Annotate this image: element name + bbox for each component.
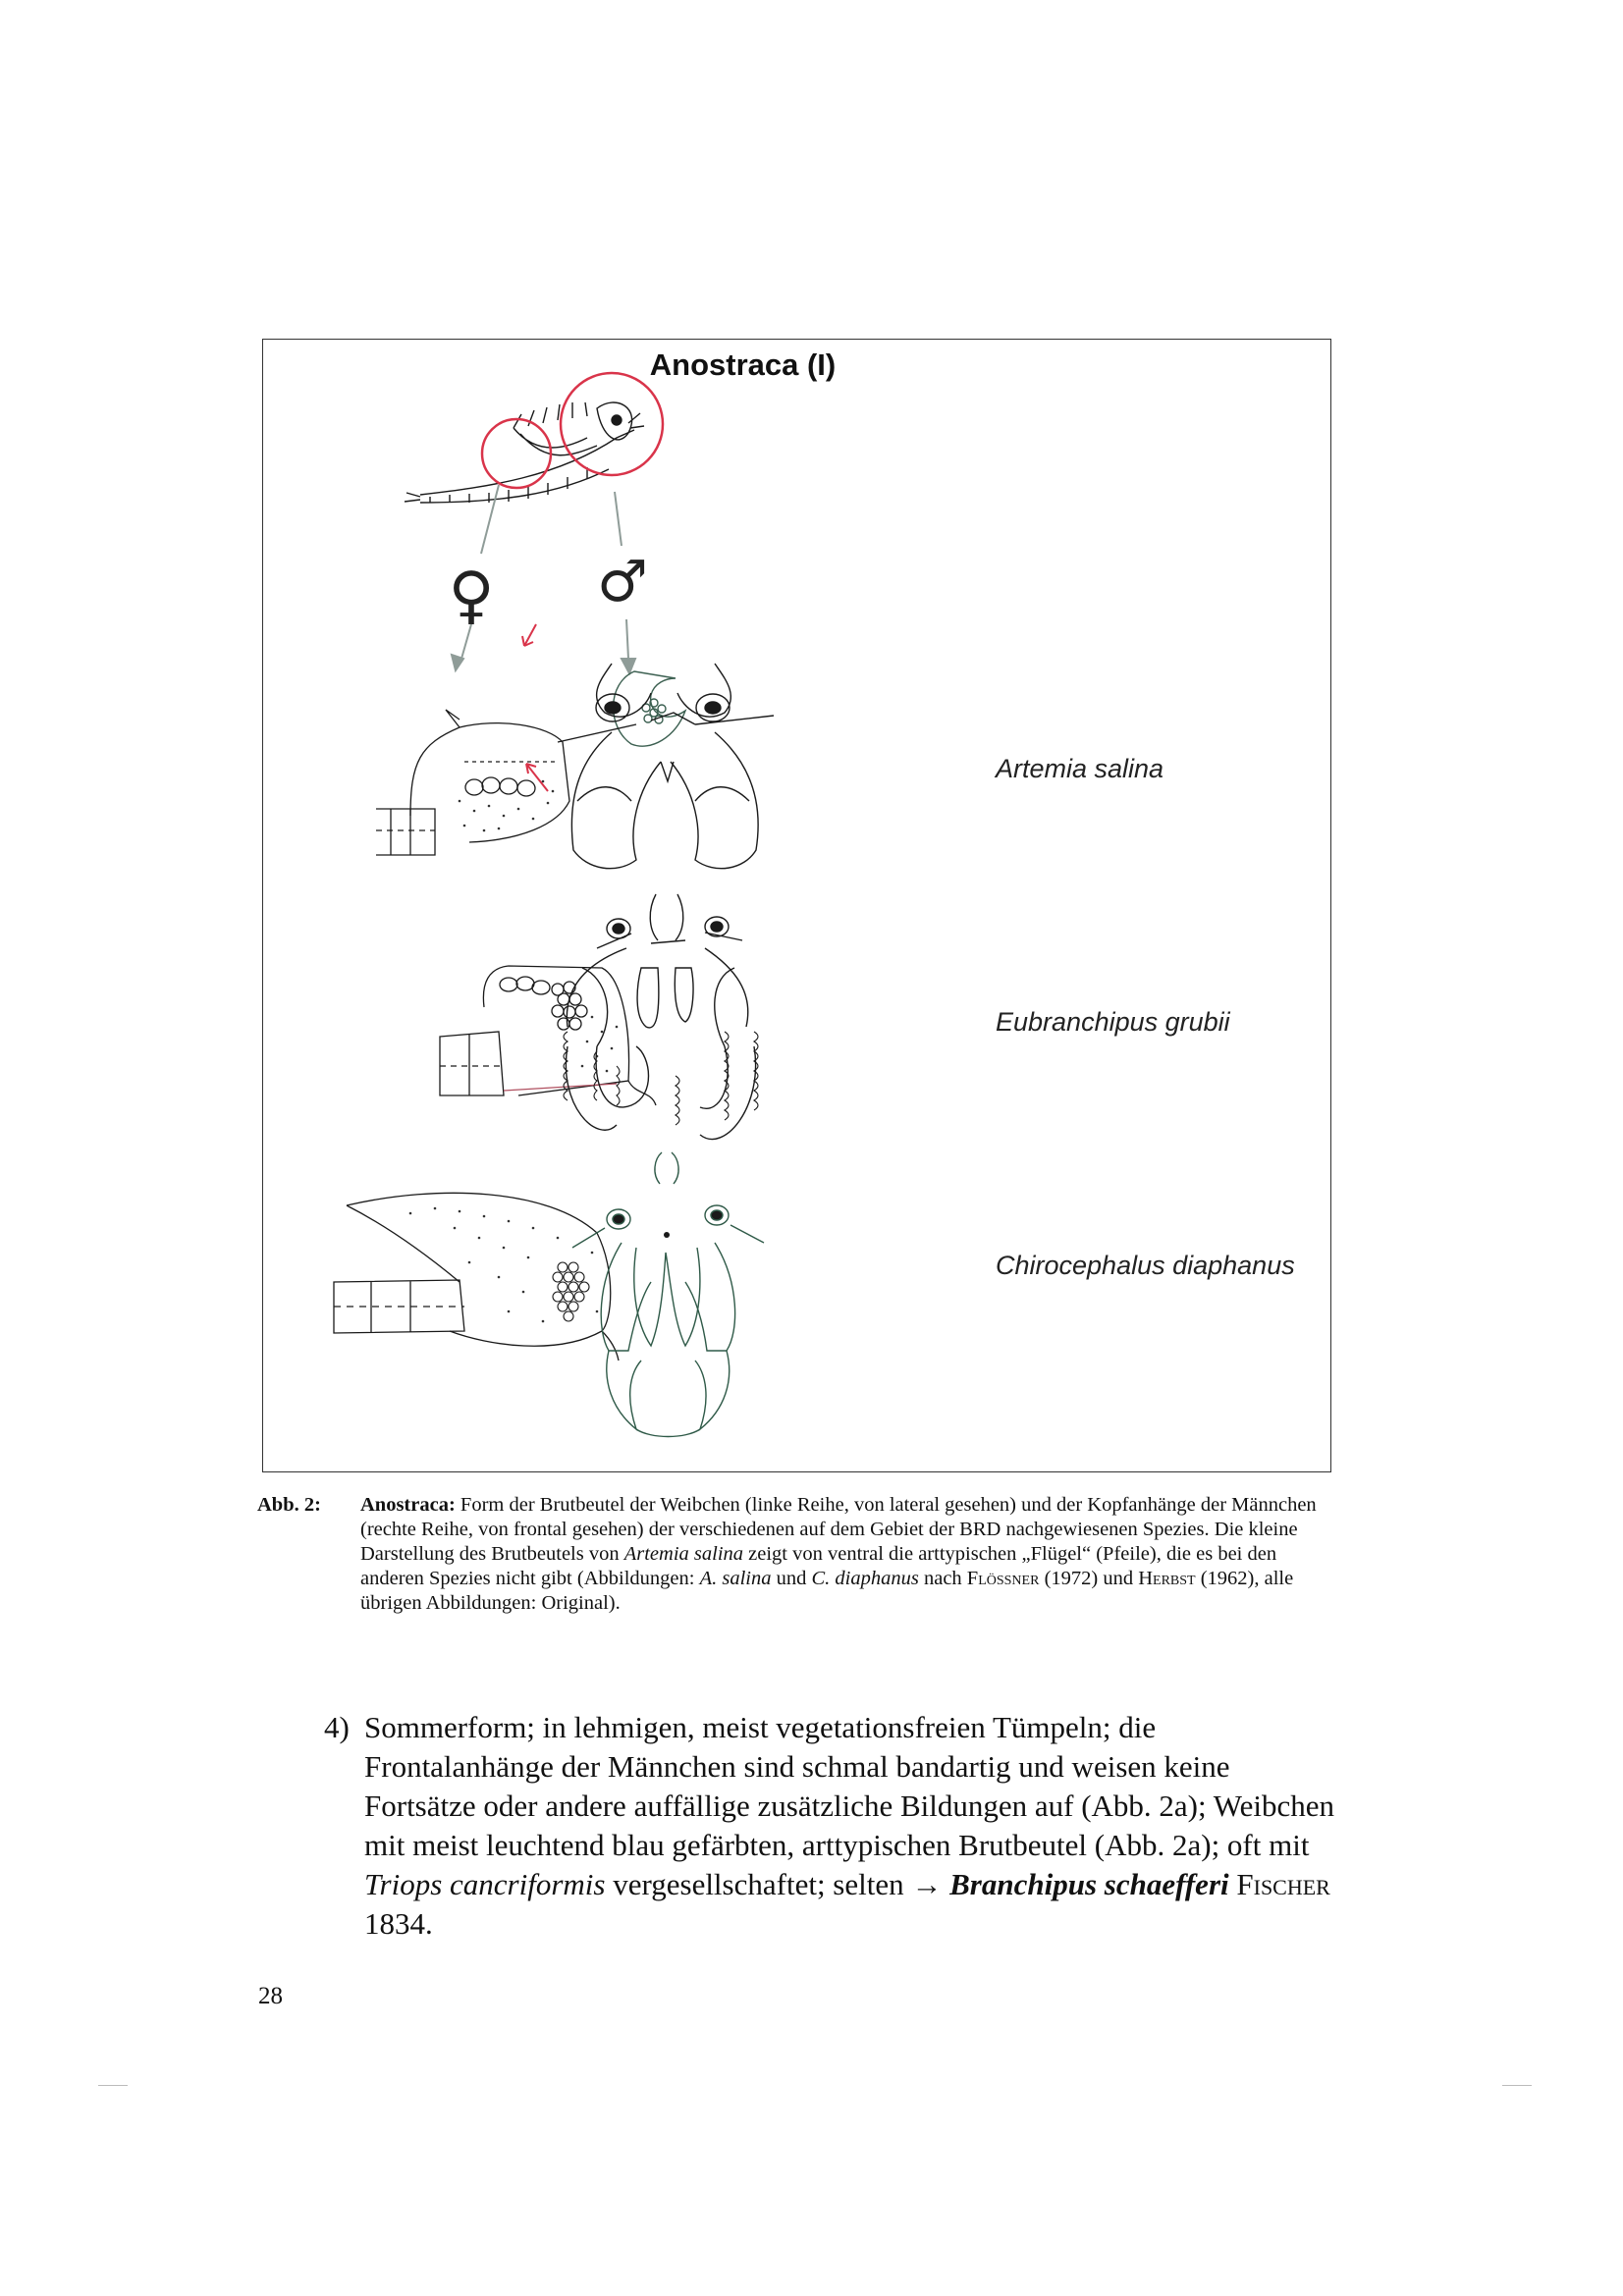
key-year: 1834. (364, 1906, 433, 1941)
figure-caption (257, 1493, 1318, 1616)
page-number: 28 (258, 1983, 283, 2009)
key-author: Fischer (1236, 1867, 1330, 1901)
species-label-artemia: Artemia salina (996, 754, 1164, 783)
caption-italic: C. diaphanus (811, 1568, 919, 1589)
caption-label: Abb. 2: (257, 1494, 321, 1516)
stipple-1 (459, 780, 555, 832)
caption-segment: (1972) und (1039, 1568, 1139, 1589)
caption-author: Herbst (1138, 1568, 1196, 1589)
key-segment: vergesellschaftet; selten → (605, 1867, 950, 1901)
caption-text (360, 1493, 1318, 1616)
crop-mark-right (1502, 2085, 1532, 2086)
caption-italic: Artemia salina (623, 1543, 744, 1565)
caption-segment: zeigt von ventral die arttypischen „Flügel“ (Pfeile), die es bei den anderen Spezies nicht gibt (Abbildungen: (360, 1543, 1277, 1589)
artemia-ventral-pouch (614, 671, 685, 746)
eubranchipus-brood-pouch (440, 966, 656, 1105)
caption-author: Flössner (966, 1568, 1040, 1589)
chirocephalus-male-head (572, 1152, 764, 1437)
key-species-name: Branchipus schaefferi (949, 1867, 1229, 1901)
eubranchipus-coil-loops (564, 1032, 758, 1125)
crop-mark-left (98, 2085, 128, 2086)
key-italic: Triops cancriformis (364, 1867, 606, 1901)
stipple-2 (581, 1016, 619, 1073)
chirocephalus-dot (664, 1232, 670, 1238)
key-segment: Sommerform; in lehmigen, meist vegetationsfreien Tümpeln; die Frontalanhänge der Männchen sind schmal bandartig und weisen keine Fortsätze oder andere auffällige zusätzliche Bildungen auf (Abb. 2a); Weibchen mit meist leuchtend blau gefärbten, arttypischen Brutbeutel (Abb. 2a); oft mit (364, 1710, 1334, 1862)
caption-segment: nach (918, 1568, 967, 1589)
caption-segment: (1962), alle übrigen Abbildungen: Original). (360, 1568, 1294, 1614)
species-label-eubranchipus: Eubranchipus grubii (996, 1007, 1230, 1037)
caption-segment: Form der Brutbeutel der Weibchen (linke Reihe, von lateral gesehen) und der Kopfanhänge der Männchen (rechte Reihe, von frontal gesehen) der verschiedenen auf dem Gebiet der BRD nachgewiesenen Spezies. Die kleine Darstellung des Brutbeutels von (360, 1494, 1317, 1565)
chirocephalus-eggs (553, 1262, 589, 1321)
caption-segment: und (771, 1568, 812, 1589)
chirocephalus-brood-pouch (334, 1193, 619, 1361)
species-label-chirocephalus: Chirocephalus diaphanus (996, 1251, 1295, 1280)
key-number: 4) (324, 1710, 350, 1744)
artemia-male-head (558, 664, 774, 869)
figure-title: Anostraca (I) (649, 347, 837, 382)
figure-illustration (263, 340, 1330, 1471)
figure-frame (262, 339, 1331, 1472)
key-paragraph (324, 1708, 1335, 1944)
female-symbol: ♀ (448, 560, 495, 632)
male-symbol: ♂ (597, 548, 648, 614)
red-pointer-arrows (522, 624, 548, 791)
caption-italic: A. salina (699, 1568, 772, 1589)
caption-bold-lead: Anostraca: (360, 1494, 456, 1516)
key-text (364, 1708, 1335, 1944)
highlight-circles (482, 373, 663, 488)
